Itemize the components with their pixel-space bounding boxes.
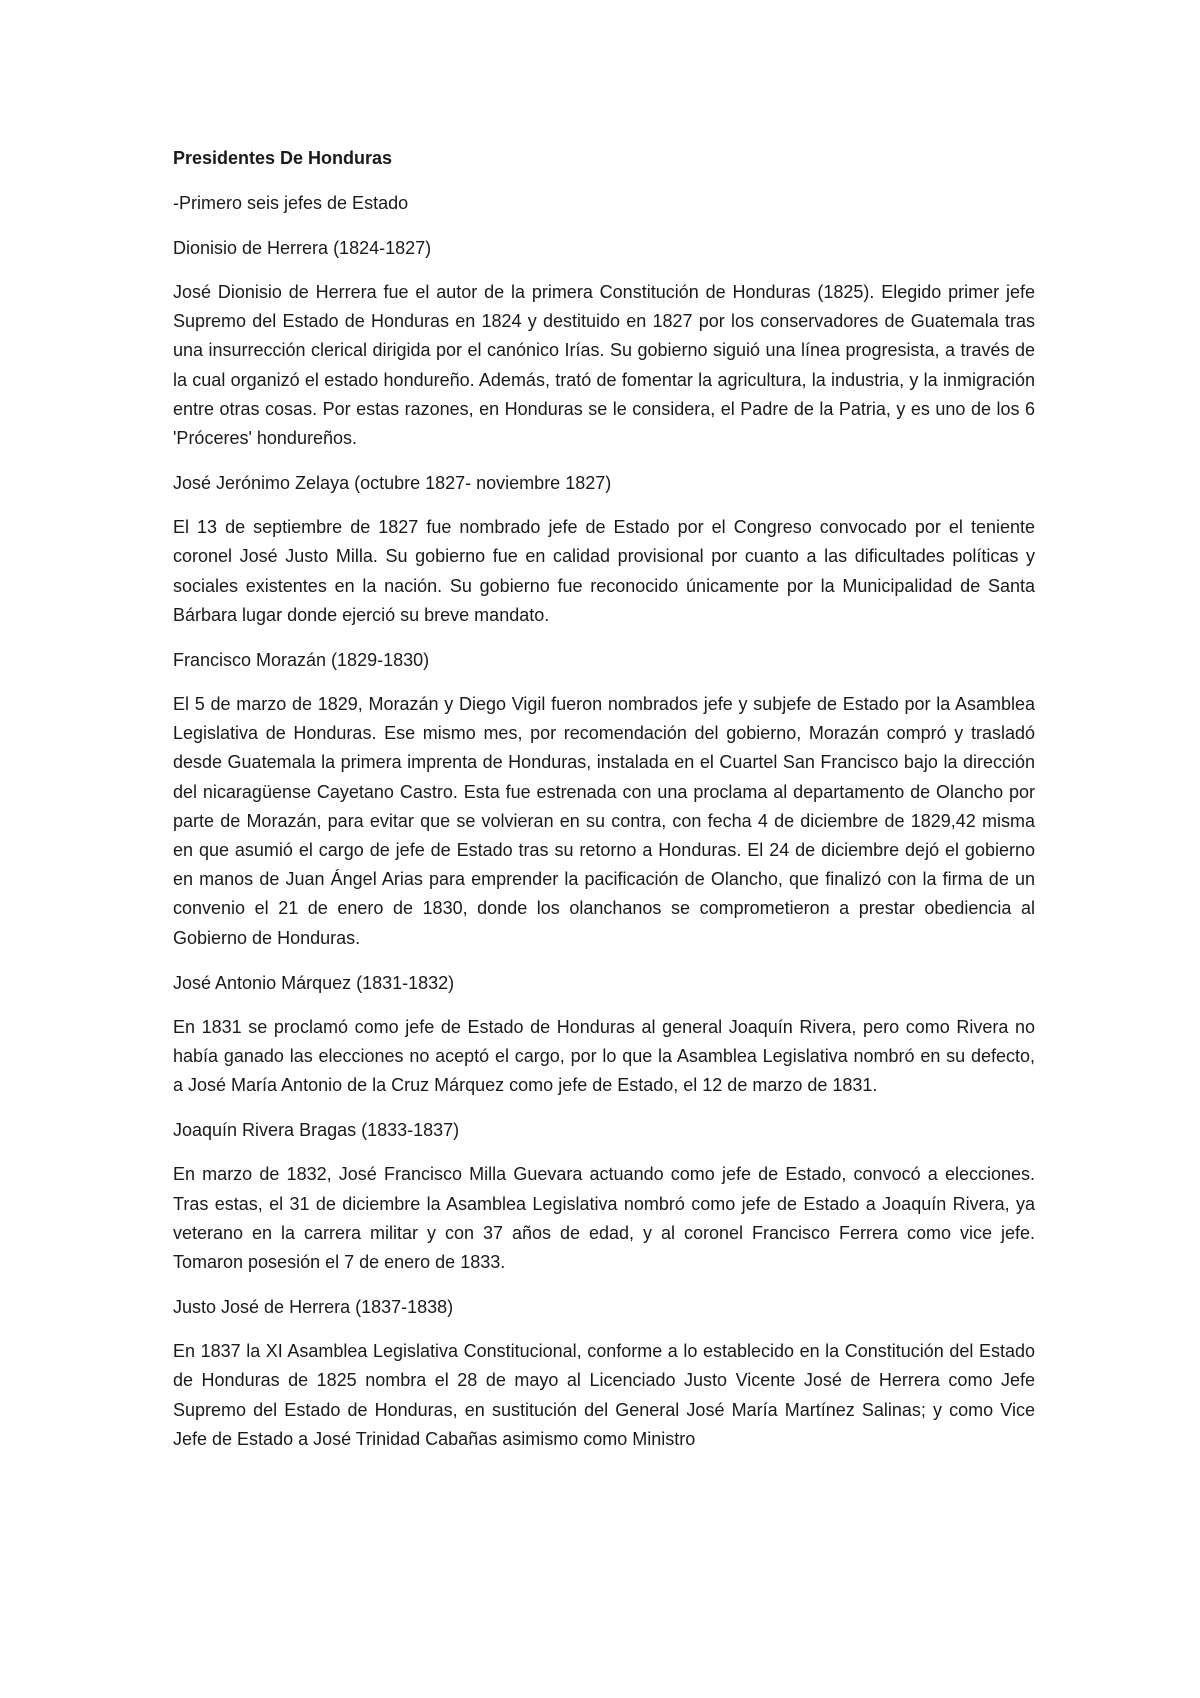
section-body: José Dionisio de Herrera fue el autor de la primera Constitución de Honduras (1825). Elegido primer jefe Supremo del Estado de Honduras en 1824 y destituido en 1827 por los conservadores de Guatemala tras una insurrección clerical dirigida por el canónico Irías. Su gobierno siguió una línea progresista, a través de la cual organizó el estado hondureño. Además, trató de fomentar la agricultura, la industria, y la inmigración entre otras cosas. Por estas razones, en Honduras se le considera, el Padre de la Patria, y es uno de los 6 'Próceres' hondureños. <box>173 282 1035 449</box>
section-heading: José Antonio Márquez (1831-1832) <box>173 972 455 993</box>
section-heading: José Jerónimo Zelaya (octubre 1827- noviembre 1827) <box>173 473 612 494</box>
section-body: En 1837 la XI Asamblea Legislativa Constitucional, conforme a lo establecido en la Constitución del Estado de Honduras de 1825 nombra el 28 de mayo al Licenciado Justo Vicente José de Herrera como Jefe Supremo del Estado de Honduras, en sustitución del General José María Martínez Salinas; y como Vice Jefe de Estado a José Trinidad Cabañas asimismo como Ministro <box>173 1341 1035 1449</box>
section-body: El 13 de septiembre de 1827 fue nombrado jefe de Estado por el Congreso convocado por el teniente coronel José Justo Milla. Su gobierno fue en calidad provisional por cuanto a las dificultades políticas y sociales existentes en la nación. Su gobierno fue reconocido únicamente por la Municipalidad de Santa Bárbara lugar donde ejerció su breve mandato. <box>173 517 1035 625</box>
section-body: El 5 de marzo de 1829, Morazán y Diego Vigil fueron nombrados jefe y subjefe de Estado por la Asamblea Legislativa de Honduras. Ese mismo mes, por recomendación del gobierno, Morazán compró y trasladó desde Guatemala la primera imprenta de Honduras, instalada en el Cuartel San Francisco bajo la dirección del nicaragüense Cayetano Castro. Esta fue estrenada con una proclama al departamento de Olancho por parte de Morazán, para evitar que se volvieran en su contra, con fecha 4 de diciembre de 1829,42 misma en que asumió el cargo de jefe de Estado tras su retorno a Honduras. El 24 de diciembre dejó el gobierno en manos de Juan Ángel Arias para emprender la pacificación de Olancho, que finalizó con la firma de un convenio el 21 de enero de 1830, donde los olanchanos se comprometieron a prestar obediencia al Gobierno de Honduras. <box>173 694 1035 948</box>
section-heading: Joaquín Rivera Bragas (1833-1837) <box>173 1120 460 1141</box>
section-heading: Justo José de Herrera (1837-1838) <box>173 1297 454 1318</box>
section-heading: Francisco Morazán (1829-1830) <box>173 650 430 671</box>
section-body: En marzo de 1832, José Francisco Milla Guevara actuando como jefe de Estado, convocó a elecciones. Tras estas, el 31 de diciembre la Asamblea Legislativa nombró como jefe de Estado a Joaquín Rivera, ya veterano en la carrera militar y con 37 años de edad, y al coronel Francisco Ferrera como vice jefe. Tomaron posesión el 7 de enero de 1833. <box>173 1164 1035 1273</box>
document-page <box>173 143 1035 1469</box>
section-body: En 1831 se proclamó como jefe de Estado de Honduras al general Joaquín Rivera, pero como Rivera no había ganado las elecciones no aceptó el cargo, por lo que la Asamblea Legislativa nombró en su defecto, a José María Antonio de la Cruz Márquez como jefe de Estado, el 12 de marzo de 1831. <box>173 1016 1035 1096</box>
document-subtitle: -Primero seis jefes de Estado <box>173 193 409 213</box>
document-title: Presidentes De Honduras <box>173 148 393 168</box>
section-heading: Dionisio de Herrera (1824-1827) <box>173 238 432 258</box>
